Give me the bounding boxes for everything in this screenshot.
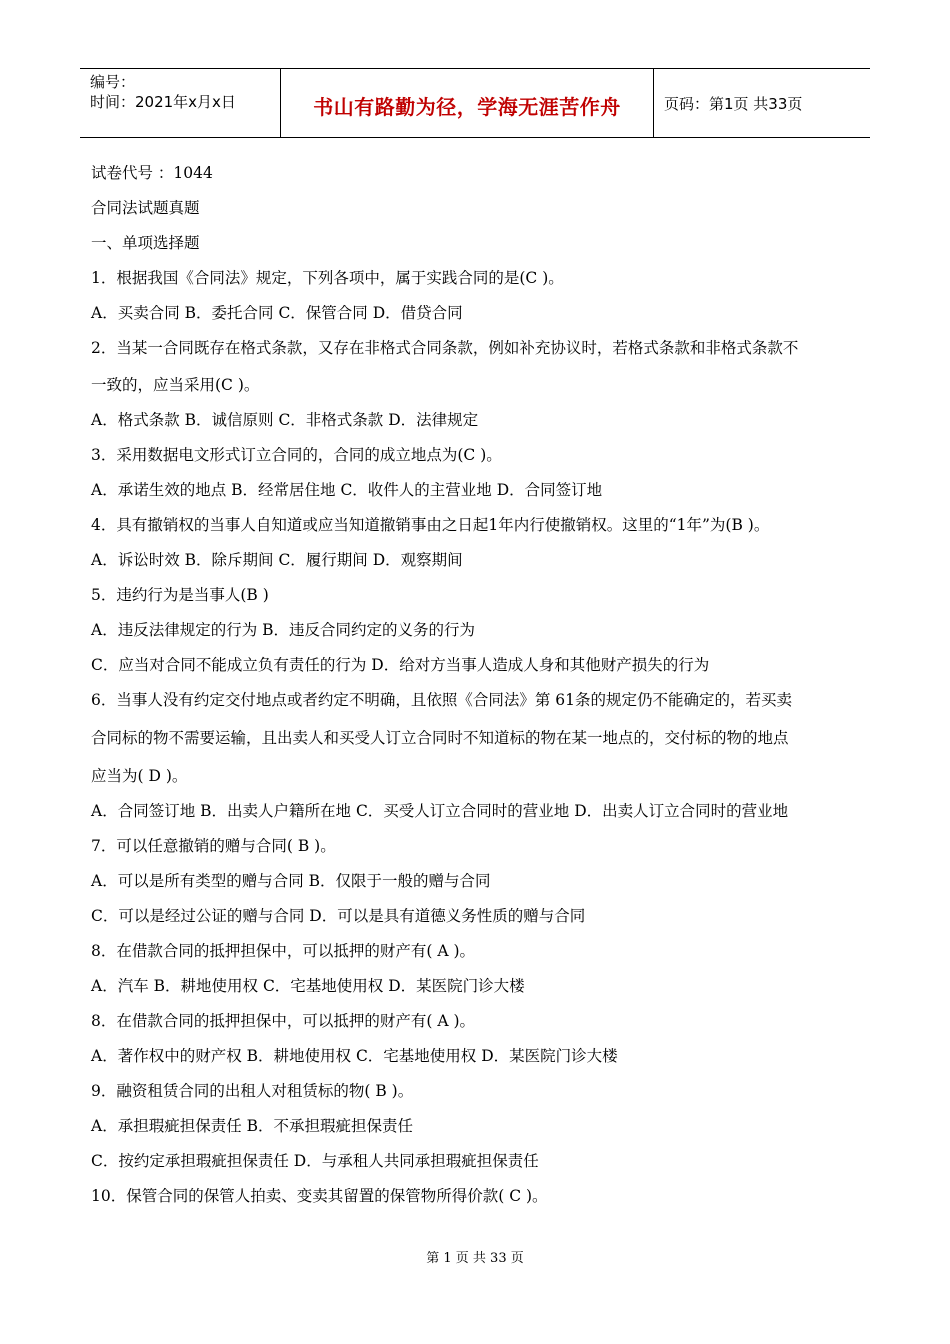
question-1-options: A．买卖合同 B．委托合同 C．保管合同 D．借贷合同 [91,304,463,322]
header-left-cell [80,69,281,137]
question-6-options: A．合同签订地 B．出卖人户籍所在地 C．买受人订立合同时的营业地 D．出卖人订立合同时的营业地 [91,802,789,820]
question-2-line-1: 2．当某一合同既存在格式条款，又存在非格式合同条款，例如补充协议时，若格式条款和非格式条款不 [91,339,799,357]
question-10: 10．保管合同的保管人拍卖、变卖其留置的保管物所得价款( C )。 [91,1187,548,1205]
page-footer: 第 1 页 共 33 页 [426,1251,524,1266]
question-8b: 8．在借款合同的抵押担保中，可以抵押的财产有( A )。 [91,1012,476,1030]
question-4-options: A．诉讼时效 B．除斥期间 C．履行期间 D．观察期间 [91,551,463,569]
question-2-options: A．格式条款 B．诚信原则 C．非格式条款 D．法律规定 [91,411,479,429]
question-9: 9．融资租赁合同的出租人对租赁标的物( B )。 [91,1082,414,1100]
section-heading: 一、单项选择题 [91,234,200,252]
question-5-options-ab: A．违反法律规定的行为 B．违反合同约定的义务的行为 [91,621,476,639]
question-7: 7．可以任意撤销的赠与合同( B )。 [91,837,336,855]
header-middle-cell [281,69,654,137]
question-7-options-cd: C．可以是经过公证的赠与合同 D．可以是具有道德义务性质的赠与合同 [91,907,586,925]
header-right-cell [654,69,870,137]
question-9-options-cd: C．按约定承担瑕疵担保责任 D．与承租人共同承担瑕疵担保责任 [91,1152,539,1170]
question-2-line-2: 一致的，应当采用(C )。 [91,376,260,394]
question-4: 4．具有撤销权的当事人自知道或应当知道撤销事由之日起1年内行使撤销权。这里的“1年”为(B )。 [91,516,770,534]
question-3-options: A．承诺生效的地点 B．经常居住地 C．收件人的主营业地 D．合同签订地 [91,481,603,499]
question-9-options-ab: A．承担瑕疵担保责任 B．不承担瑕疵担保责任 [91,1117,414,1135]
question-5-options-cd: C．应当对合同不能成立负有责任的行为 D．给对方当事人造成人身和其他财产损失的行为 [91,656,710,674]
doc-date: 时间：2021年x月x日 [90,93,236,111]
question-6-line-2: 合同标的物不需要运输，且出卖人和买受人订立合同时不知道标的物在某一地点的，交付标的物的地点 [91,729,789,747]
header-motto: 书山有路勤为径，学海无涯苦作舟 [313,95,621,119]
exam-code: 试卷代号 ：1044 [91,164,213,182]
question-8-options: A．汽车 B．耕地使用权 C．宅基地使用权 D．某医院门诊大楼 [91,977,525,995]
question-5: 5．违约行为是当事人(B ) [91,586,269,604]
question-8b-options: A．著作权中的财产权 B．耕地使用权 C．宅基地使用权 D．某医院门诊大楼 [91,1047,618,1065]
question-1: 1．根据我国《合同法》规定，下列各项中，属于实践合同的是(C )。 [91,269,564,287]
document-header [80,68,870,138]
question-8: 8．在借款合同的抵押担保中，可以抵押的财产有( A )。 [91,942,476,960]
doc-code-label: 编号： [90,73,136,91]
exam-title: 合同法试题真题 [91,199,200,217]
question-6-line-1: 6．当事人没有约定交付地点或者约定不明确，且依照《合同法》第 61条的规定仍不能确定的，若买卖 [91,691,793,709]
question-7-options-ab: A．可以是所有类型的赠与合同 B．仅限于一般的赠与合同 [91,872,491,890]
question-6-line-3: 应当为( D )。 [91,767,188,785]
header-page-info: 页码：第1页 共33页 [664,95,803,113]
question-3: 3．采用数据电文形式订立合同的，合同的成立地点为(C )。 [91,446,502,464]
